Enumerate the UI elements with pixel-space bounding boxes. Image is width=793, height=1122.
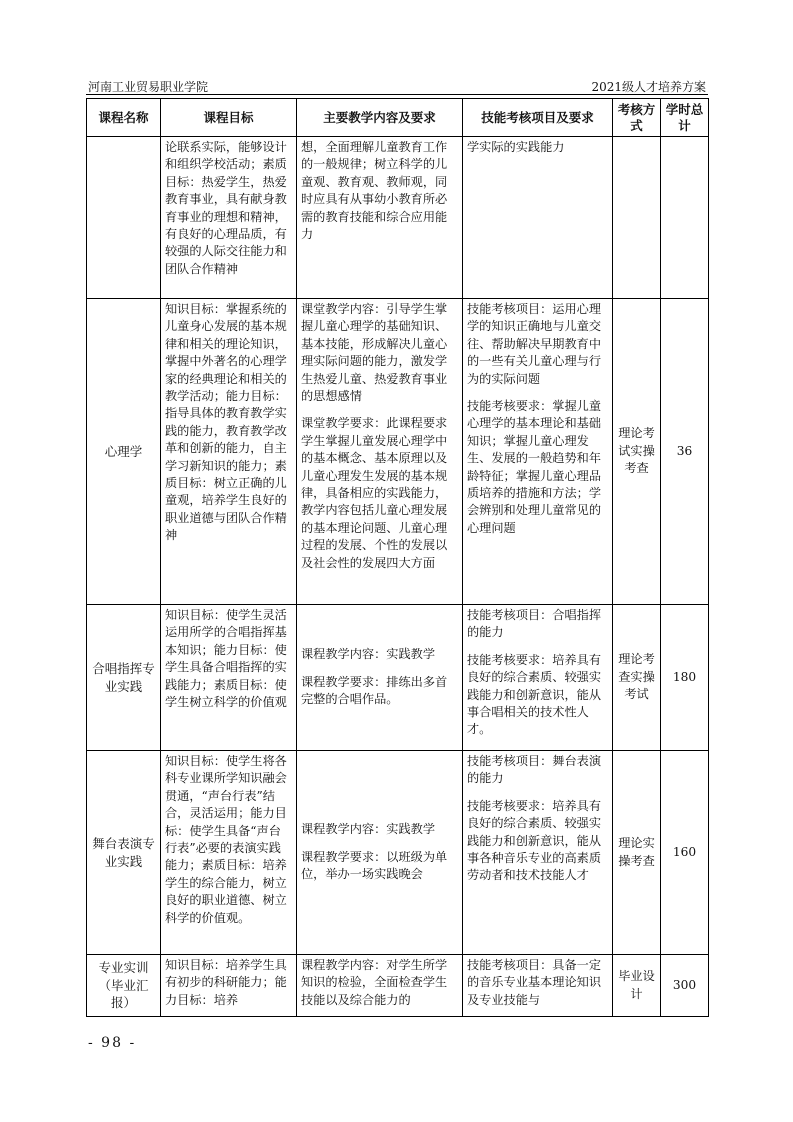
course-hours xyxy=(661,137,709,299)
course-hours: 160 xyxy=(661,751,709,955)
col-header-hours: 学时总计 xyxy=(661,99,709,137)
content-requirement: 课程教学要求：以班级为单位，举办一场实践晚会 xyxy=(301,849,448,882)
spacer xyxy=(467,788,608,798)
table-row xyxy=(87,605,709,751)
spacer xyxy=(301,664,458,674)
skill-requirement: 技能考核要求：培养具有良好的综合素质、较强实践能力和创新意识，能从事合唱相关的技术性人才。 xyxy=(467,652,602,737)
course-exam xyxy=(613,137,661,299)
course-goal: 知识目标：掌握系统的儿童身心发展的基本规律和相关的理论知识，掌握中外著名的心理学家的经典理论和相关的教学活动；能力目标：指导具体的教育教学实践的能力，教育教学改革和创新的能力，自主学习新知识的能力；素质目标：树立正确的儿童观，培养学生良好的职业道德与团队合作精神 xyxy=(161,299,297,605)
col-header-exam: 考核方式 xyxy=(613,99,661,137)
skill-text: 技能考核项目：运用心理学的知识正确地与儿童交往、帮助解决早期教育中的一些有关儿童心理与行为的实际问题 xyxy=(467,302,602,386)
col-header-goal: 课程目标 xyxy=(161,99,297,137)
skill-requirement: 技能考核要求：培养具有良好的综合素质、较强实践能力和创新意识，能从事各种音乐专业的高素质劳动者和技术技能人才 xyxy=(467,798,602,883)
content-text: 想，全面理解儿童教育工作的一般规律；树立科学的儿童观、教育观、教师观，同时应具有从事幼小教育所必需的教育技能和综合应用能力 xyxy=(301,140,448,242)
spacer xyxy=(467,388,608,398)
course-name: 合唱指挥专业实践 xyxy=(87,605,161,751)
course-name: 舞台表演专业实践 xyxy=(87,751,161,955)
content-text: 课程教学内容：实践教学 xyxy=(301,647,436,662)
content-text: 课程教学内容：对学生所学知识的检验，全面检查学生技能以及综合能力的 xyxy=(301,958,448,1007)
course-name xyxy=(87,137,161,299)
course-content xyxy=(297,955,463,1017)
col-header-content: 主要教学内容及要求 xyxy=(297,99,463,137)
col-header-name: 课程名称 xyxy=(87,99,161,137)
spacer xyxy=(301,839,458,849)
content-text: 课堂教学内容：引导学生掌握儿童心理学的基础知识、基本技能，形成解决儿童心理实际问题的能力，激发学生热爱儿童、热爱教育事业的思想感情 xyxy=(301,302,448,404)
table-row xyxy=(87,137,709,299)
header-rule xyxy=(86,94,708,95)
skill-text: 技能考核项目：合唱指挥的能力 xyxy=(467,608,602,640)
course-exam: 毕业设计 xyxy=(613,955,661,1017)
table-row xyxy=(87,299,709,605)
course-name: 专业实训（毕业汇报） xyxy=(87,955,161,1017)
content-requirement: 课堂教学要求：此课程要求学生掌握儿童发展心理学中的基本概念、基本原理以及儿童心理发生发展的基本规律，具备相应的实践能力，教学内容包括儿童心理发展的基本理论问题、儿童心理过程的发展、个性的发展以及社会性的发展四大方面 xyxy=(301,416,448,570)
course-skill xyxy=(463,299,613,605)
course-content xyxy=(297,605,463,751)
course-name: 心理学 xyxy=(87,299,161,605)
course-content xyxy=(297,751,463,955)
course-goal: 知识目标：培养学生具有初步的科研能力；能力目标：培养 xyxy=(161,955,297,1017)
course-content xyxy=(297,299,463,605)
course-skill xyxy=(463,137,613,299)
course-exam: 理论考查实操考试 xyxy=(613,605,661,751)
course-exam: 理论实操考查 xyxy=(613,751,661,955)
skill-text: 技能考核项目：具备一定的音乐专业基本理论知识及专业技能与 xyxy=(467,958,602,1007)
course-goal: 知识目标：使学生将各科专业课所学知识融会贯通，“声台行表”结合，灵活运用；能力目标：使学生具备“声台行表”必要的表演实践能力；素质目标：培养学生的综合能力，树立良好的职业道德、树立科学的价值观。 xyxy=(161,751,297,955)
col-header-skill: 技能考核项目及要求 xyxy=(463,99,613,137)
table-row xyxy=(87,751,709,955)
skill-text: 技能考核项目：舞台表演的能力 xyxy=(467,754,602,786)
course-hours: 36 xyxy=(661,299,709,605)
course-content xyxy=(297,137,463,299)
page-header xyxy=(86,76,708,96)
course-table xyxy=(86,98,709,1017)
page-number: - 98 - xyxy=(88,1035,137,1051)
course-skill xyxy=(463,955,613,1017)
header-document-title: 2021级人才培养方案 xyxy=(591,80,706,94)
content-requirement: 课程教学要求：排练出多首完整的合唱作品。 xyxy=(301,674,448,707)
skill-requirement: 技能考核要求：掌握儿童心理学的基本理论和基础知识；掌握儿童心理发生、发展的一般趋势和年龄特征；掌握儿童心理品质培养的措施和方法；学会辨别和处理儿童常见的心理问题 xyxy=(467,399,602,535)
content-text: 课程教学内容：实践教学 xyxy=(301,822,436,837)
table-row xyxy=(87,955,709,1017)
course-skill xyxy=(463,605,613,751)
header-institution: 河南工业贸易职业学院 xyxy=(88,80,209,94)
course-goal: 知识目标：使学生灵活运用所学的合唱指挥基本知识；能力目标：使学生具备合唱指挥的实践能力；素质目标：使学生树立科学的价值观 xyxy=(161,605,297,751)
spacer xyxy=(301,405,458,415)
course-skill xyxy=(463,751,613,955)
course-exam: 理论考试实操考查 xyxy=(613,299,661,605)
course-hours: 180 xyxy=(661,605,709,751)
table-header-row xyxy=(87,99,709,137)
course-hours: 300 xyxy=(661,955,709,1017)
spacer xyxy=(467,642,608,652)
skill-text: 学实际的实践能力 xyxy=(467,140,565,154)
course-goal: 论联系实际，能够设计和组织学校活动；素质目标：热爱学生，热爱教育事业，具有献身教育事业的理想和精神，有良好的心理品质，有较强的人际交往能力和团队合作精神 xyxy=(161,137,297,299)
